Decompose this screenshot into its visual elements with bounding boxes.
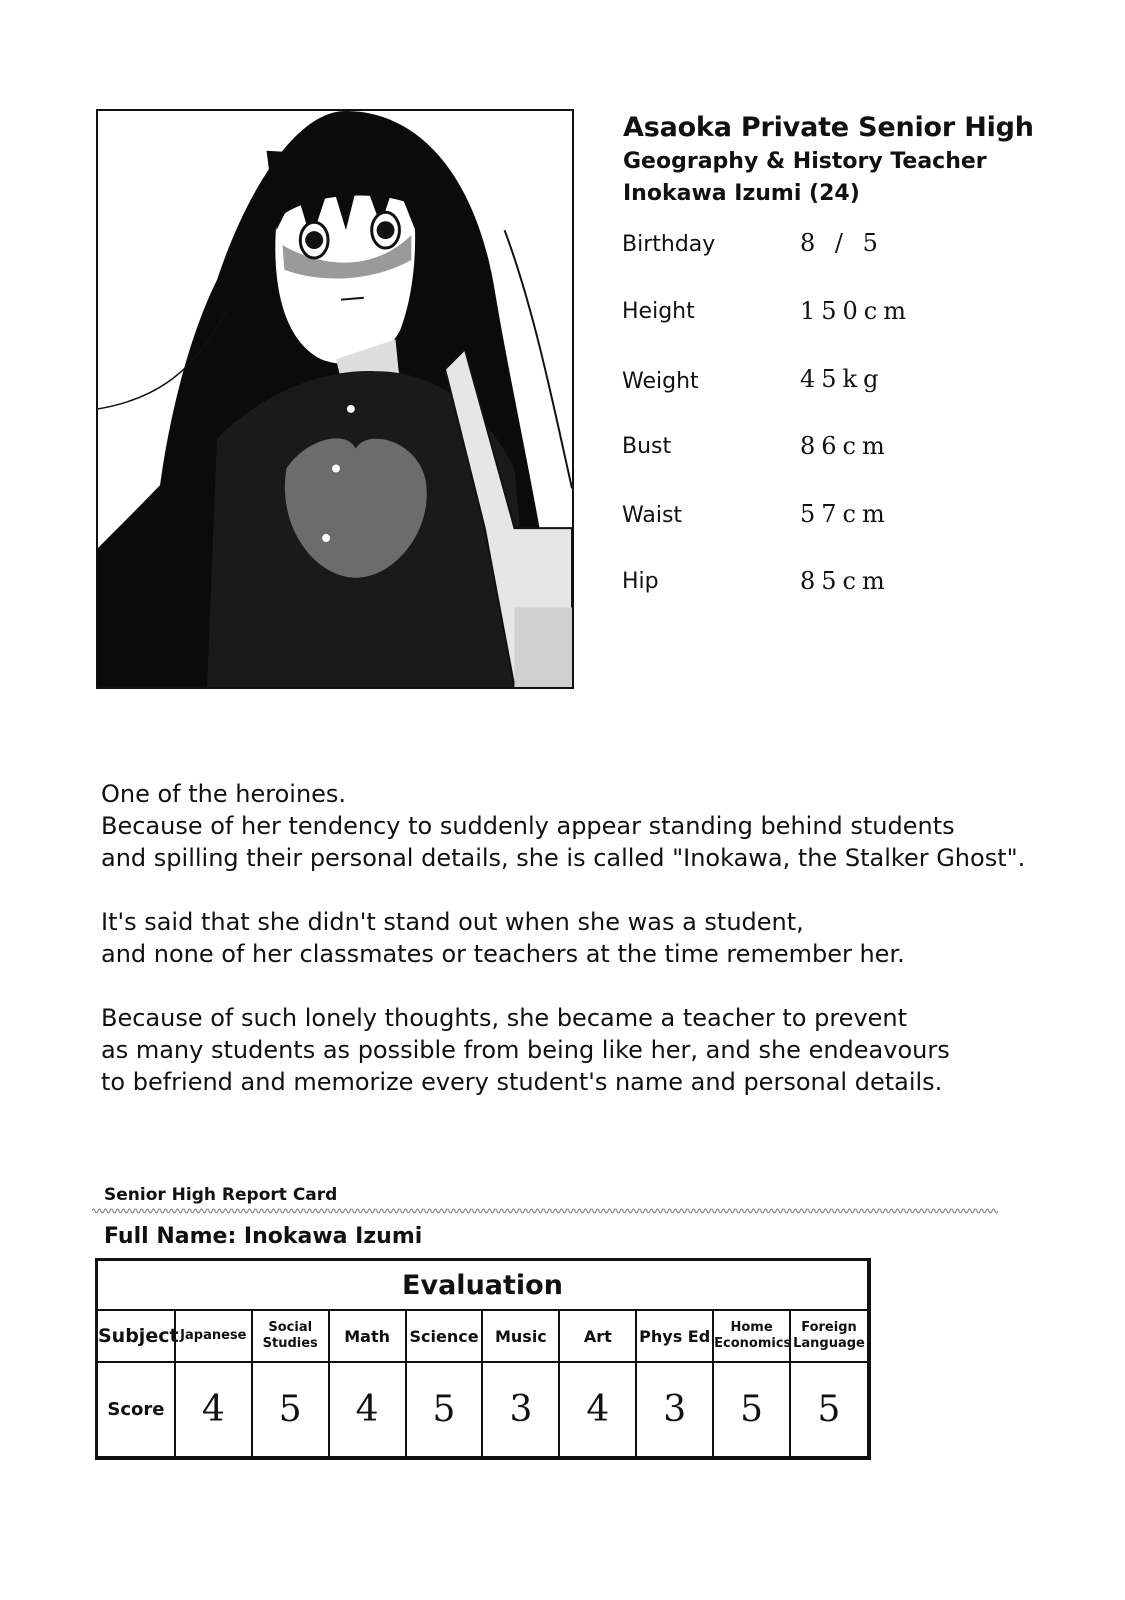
evaluation-heading: Evaluation: [98, 1261, 867, 1310]
portrait-illustration-icon: [98, 111, 572, 687]
subject-japanese: Japanese: [175, 1310, 252, 1362]
report-card-table: [95, 1258, 871, 1460]
bio-line: It's said that she didn't stand out when she was a student,: [101, 908, 804, 936]
stat-value-weight: 45kg: [800, 365, 885, 393]
score-home-economics: 5: [713, 1362, 790, 1456]
score-japanese: 4: [175, 1362, 252, 1456]
report-full-name: Full Name: Inokawa Izumi: [104, 1224, 423, 1249]
stat-value-bust: 86cm: [800, 432, 891, 460]
character-bio: [101, 778, 1061, 1130]
stat-label-waist: Waist: [622, 503, 683, 528]
score-label: Score: [98, 1362, 175, 1456]
character-name: Inokawa Izumi (24): [623, 181, 860, 206]
bio-line: Because of her tendency to suddenly appear standing behind students: [101, 812, 955, 840]
subject-row: [98, 1310, 867, 1362]
score-art: 4: [559, 1362, 636, 1456]
stat-value-height: 150cm: [800, 297, 913, 325]
stat-label-bust: Bust: [622, 434, 672, 459]
bio-paragraph-1: [101, 778, 1061, 874]
subject-math: Math: [329, 1310, 406, 1362]
score-row: [98, 1362, 867, 1456]
bio-paragraph-3: [101, 1002, 1061, 1098]
bio-line: to befriend and memorize every student's name and personal details.: [101, 1068, 943, 1096]
stat-label-weight: Weight: [622, 369, 699, 394]
score-foreign-language: 5: [790, 1362, 867, 1456]
bio-line: and spilling their personal details, she is called "Inokawa, the Stalker Ghost".: [101, 844, 1026, 872]
score-phys-ed: 3: [636, 1362, 713, 1456]
subject-art: Art: [559, 1310, 636, 1362]
bio-paragraph-2: [101, 906, 1061, 970]
stat-label-birthday: Birthday: [622, 232, 716, 257]
score-science: 5: [406, 1362, 483, 1456]
bio-line: One of the heroines.: [101, 780, 347, 808]
school-name: Asaoka Private Senior High: [623, 112, 1034, 143]
subject-label: Subject: [98, 1310, 175, 1362]
stat-label-hip: Hip: [622, 569, 659, 594]
bio-line: and none of her classmates or teachers at the time remember her.: [101, 940, 905, 968]
bio-line: as many students as possible from being like her, and she endeavours: [101, 1036, 950, 1064]
score-math: 4: [329, 1362, 406, 1456]
subject-science: Science: [406, 1310, 483, 1362]
teacher-role: Geography & History Teacher: [623, 149, 987, 174]
subject-phys-ed: Phys Ed: [636, 1310, 713, 1362]
wavy-divider-icon: [92, 1207, 998, 1215]
bio-line: Because of such lonely thoughts, she became a teacher to prevent: [101, 1004, 908, 1032]
score-music: 3: [482, 1362, 559, 1456]
stat-value-hip: 85cm: [800, 567, 891, 595]
stat-label-height: Height: [622, 299, 695, 324]
stat-value-birthday: 8 / 5: [800, 229, 884, 257]
stat-value-waist: 57cm: [800, 500, 891, 528]
character-portrait: [96, 109, 574, 689]
score-social-studies: 5: [252, 1362, 329, 1456]
subject-music: Music: [482, 1310, 559, 1362]
subject-social-studies: Social Studies: [252, 1310, 329, 1362]
subject-foreign-language: Foreign Language: [790, 1310, 867, 1362]
report-card-title: Senior High Report Card: [104, 1185, 338, 1205]
subject-home-economics: Home Economics: [713, 1310, 790, 1362]
